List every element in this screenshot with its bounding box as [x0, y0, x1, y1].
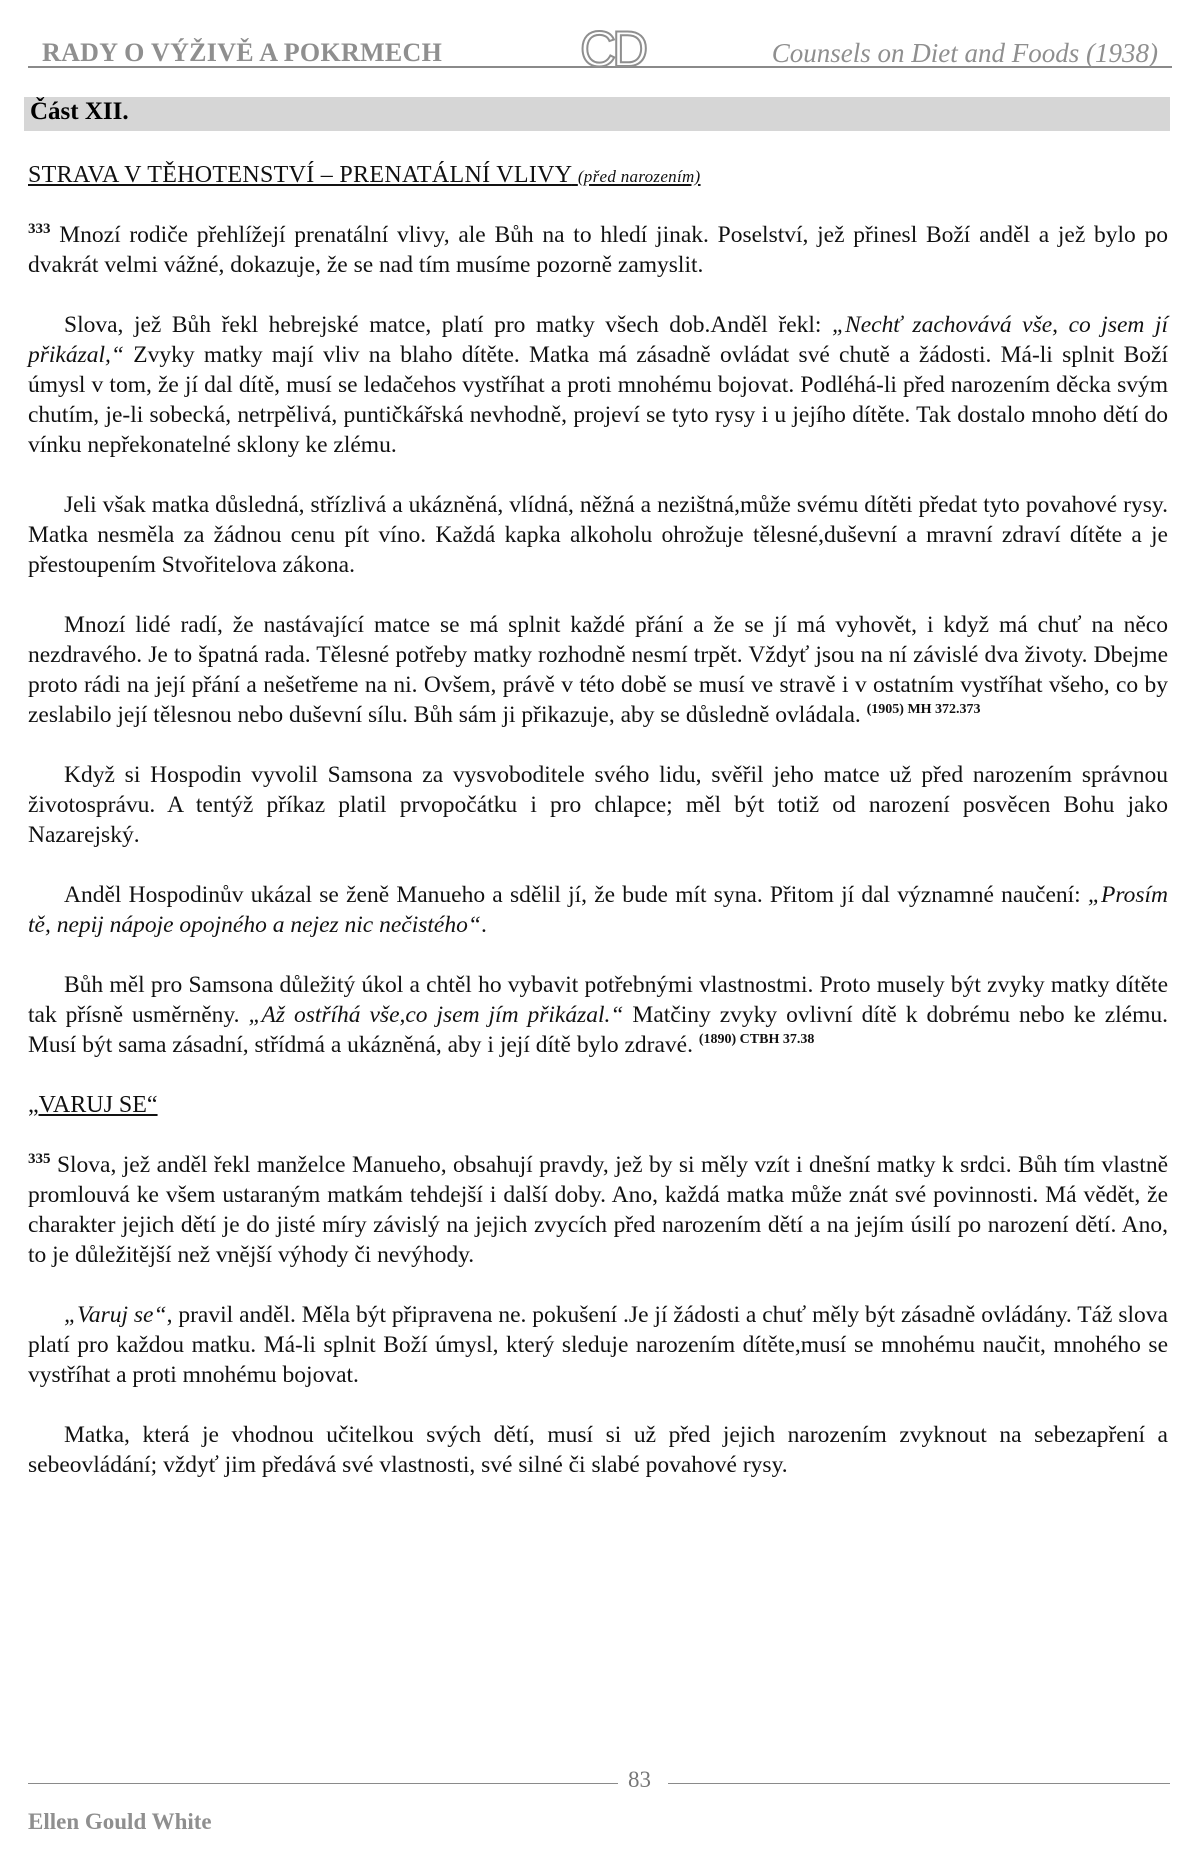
paragraph-text: Matka, která je vhodnou učitelkou svých dětí, musí si už před jejich narozením zvyknout na sebezapření a sebeovládání; vždyť jim předává své vlastnosti, své silné či slabé povahové rysy. [28, 1422, 1168, 1478]
paragraph-text: Mnozí rodiče přehlížejí prenatální vlivy, ale Bůh na to hledí jinak. Poselství, jež přinesl Boží anděl a jež bylo po dvakrát velmi vážné, dokazuje, že se nad tím musíme pozorně zamyslit. [28, 222, 1169, 278]
paragraph [28, 1420, 1168, 1480]
paragraph [28, 880, 1168, 940]
part-heading-bar [24, 97, 1170, 131]
source-reference: (1890) CTBH 37.38 [698, 1032, 815, 1048]
footer-divider-right [668, 1783, 1170, 1784]
paragraph [28, 490, 1168, 580]
paragraph-text: Jeli však matka důsledná, střízlivá a ukázněná, vlídná, něžná a nezištná,může svému dítěti předat tyto povahové rysy. Matka nesměla za žádnou cenu pít víno. Každá kapka alkoholu ohrožuje tělesné,duševní a mravní zdraví dítěte a je přestoupením Stvořitelova zákona. [28, 492, 1168, 578]
paragraph-number: 335 [28, 1151, 51, 1168]
paragraph [28, 310, 1168, 460]
paragraph-text: , pravil anděl. Měla být připravena ne. pokušení .Je jí žádosti a chuť měly být zásadně ovládány. Táž slova platí pro každou matku. Má-li splnit Boží úmysl, který sleduje narozením dítěte,musí se mnohému naučit, mnohého se vystříhat a proti mnohému bojovat. [28, 1302, 1168, 1388]
paragraph [28, 610, 1168, 730]
paragraph-text: Mnozí lidé radí, že nastávající matce se má splnit každé přání a že se jí má vyhovět, i když má chuť na něco nezdravého. Je to špatná rada. Tělesné potřeby matky rozhodně nesmí trpět. Vždyť jsou na ní závislé dva životy. Dbejme proto rádi na její přání a nešetřeme na ni. Ovšem, právě v této době se musí ve stravě i v ostatním vystříhat všeho, co by zeslabilo její tělesnou nebo duševní sílu. Bůh sám ji přikazuje, aby se důsledně ovládala. [28, 612, 1168, 728]
quote: „Až ostříhá vše,co jsem jím přikázal.“ [248, 1002, 624, 1028]
paragraph-number: 333 [28, 221, 51, 238]
paragraph-text: Anděl Hospodinův ukázal se ženě Manueho a sdělil jí, že bude mít syna. Přitom jí dal významné naučení: [64, 882, 1088, 908]
paragraph [28, 970, 1168, 1060]
paragraph-text: Matčiny zvyky ovlivní dítě k dobrému nebo ke zlému. Musí být sama zásadní, střídmá a ukázněná, aby i její dítě bylo zdravé. [28, 1002, 1168, 1058]
quote: „Nechť zachovává vše, co jsem jí přikázal,“ [28, 312, 1168, 368]
source-reference: (1905) MH 372.373 [866, 702, 981, 718]
paragraph-335 [28, 1150, 1168, 1270]
section-title [28, 160, 1168, 192]
paragraph-text: Když si Hospodin vyvolil Samsona za vysvoboditele svého lidu, svěřil jeho matce už před narozením správnou životosprávu. A tentýž příkaz platil prvopočátku i pro chlapce; měl být totiž od narození posvěcen Bohu jako Nazarejský. [28, 762, 1168, 848]
paragraph-text: Zvyky matky mají vliv na blaho dítěte. Matka má zásadně ovládat své chutě a žádosti. Má-li splnit Boží úmysl v tom, že jí dal dítě, musí se ledačehos vystříhat a proti mnohému bojovat. Podléhá-li před narozením děcka svým chutím, je-li sobecká, netrpělivá, puntičkářská nevhodně, projeví se tyto rysy i u jejího dítěte. Tak dostalo mnoho dětí do vínku nepřekonatelné sklony ke zlému. [28, 342, 1168, 458]
part-heading: Část XII. [30, 98, 129, 125]
book-title-cz: RADY O VÝŽIVĚ A POKRMECH [42, 38, 443, 67]
footer-divider-left [28, 1783, 618, 1784]
cd-logo: CD [580, 21, 645, 77]
subsection-title: „VARUJ SE“ [28, 1092, 158, 1118]
page-number: 83 [628, 1767, 651, 1792]
section-subtitle: (před narozením) [577, 167, 701, 186]
author-name: Ellen Gould White [28, 1809, 212, 1834]
quote: „Varuj se“ [64, 1302, 167, 1328]
paragraph-text: Bůh měl pro Samsona důležitý úkol a chtěl ho vybavit potřebnými vlastnostmi. Proto musely být zvyky matky dítěte tak přísně usměrněny. [28, 972, 1168, 1028]
paragraph-text: . [480, 912, 487, 938]
paragraph-text: Slova, jež anděl řekl manželce Manueho, obsahují pravdy, jež by si měly vzít i dnešní matky k srdci. Bůh tím vlastně promlouvá ke všem ustaraným matkám tehdejší i další doby. Ano, každá matka může znát své povinnosti. Má vědět, že charakter jejich dětí je do jisté míry závislý na jejich zvycích před narozením dětí a na jejím úsilí po narození dětí. Ano, to je důležitější než vnější výhody či nevýhody. [28, 1152, 1169, 1268]
paragraph [28, 760, 1168, 850]
book-title-en: Counsels on Diet and Foods (1938) [771, 38, 1158, 68]
paragraph [28, 1300, 1168, 1390]
page-header [28, 18, 1172, 77]
paragraph-333 [28, 220, 1168, 280]
paragraph-text: Slova, jež Bůh řekl hebrejské matce, platí pro matky všech dob.Anděl řekl: [64, 312, 832, 338]
section-title-text: STRAVA V TĚHOTENSTVÍ – PRENATÁLNÍ VLIVY [28, 162, 572, 188]
quote: „Prosím tě, nepij nápoje opojného a nejez nic nečistého“ [28, 882, 1168, 938]
page-body [28, 160, 1168, 1510]
